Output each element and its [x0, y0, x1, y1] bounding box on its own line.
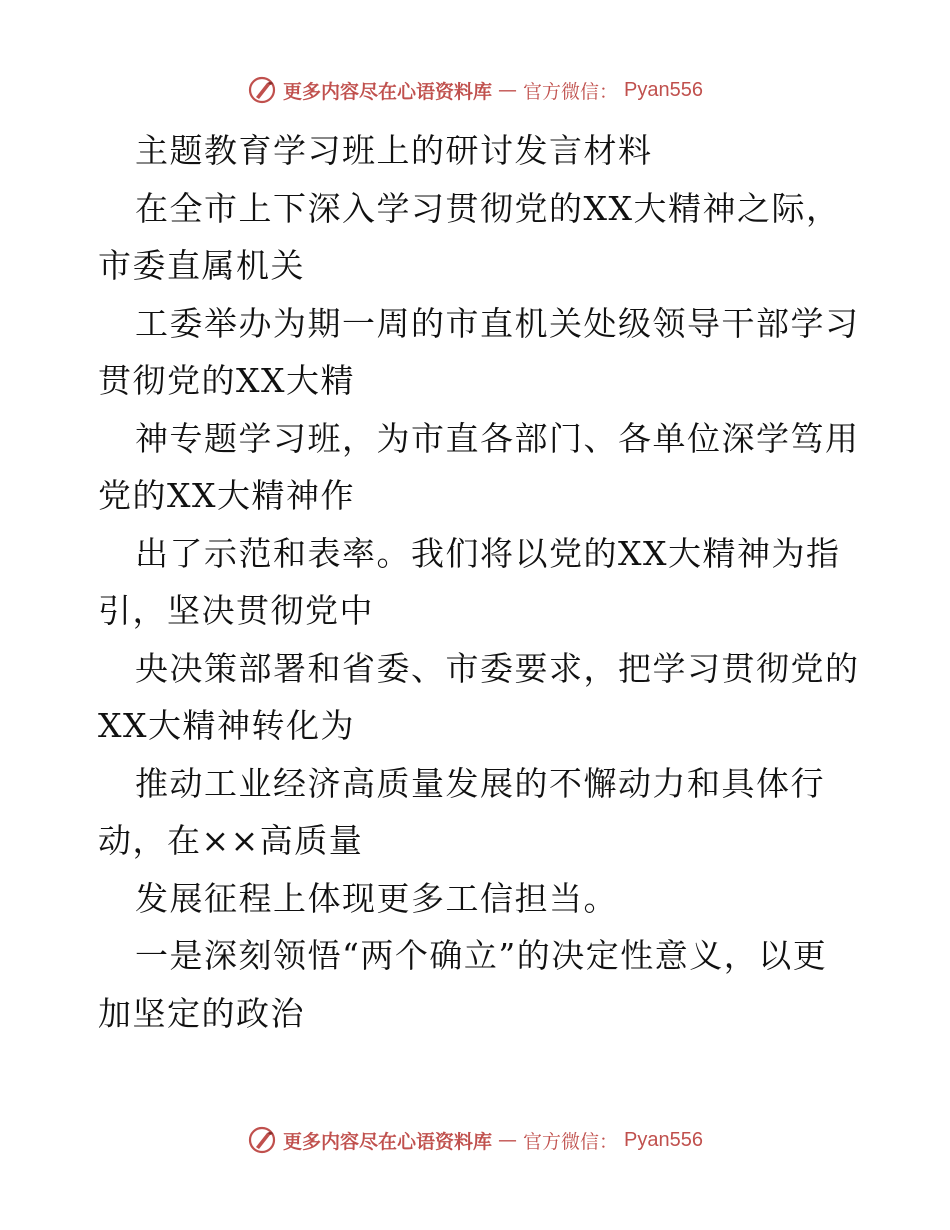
- watermark-wechat-id: Pyan556: [624, 78, 703, 101]
- document-line: 引，坚决贯彻党中: [98, 591, 374, 630]
- document-line: 一是深刻领悟“两个确立”的决定性意义，以更: [135, 936, 828, 975]
- document-line: 动，在××高质量: [98, 821, 364, 860]
- watermark-separator: —: [498, 79, 518, 101]
- document-line: XX大精神转化为: [98, 706, 355, 745]
- document-line: 神专题学习班，为市直各部门、各单位深学笃用: [135, 418, 860, 458]
- watermark-main-text: 更多内容尽在心语资料库: [283, 1130, 493, 1153]
- document-line: 推动工业经济高质量发展的不懈动力和具体行: [135, 763, 825, 803]
- document-body: [98, 122, 858, 1042]
- watermark-wechat-label: 官方微信：: [523, 1130, 619, 1153]
- document-line: 出了示范和表率。我们将以党的XX大精神为指: [135, 533, 841, 573]
- quill-logo-icon: [247, 75, 277, 105]
- document-line: 加坚定的政治: [98, 993, 305, 1033]
- document-line: 央决策部署和省委、市委要求，把学习贯彻党的: [135, 648, 860, 688]
- watermark-separator: —: [498, 1129, 518, 1151]
- watermark-wechat-id: Pyan556: [624, 1128, 703, 1151]
- document-line: 贯彻党的XX大精: [98, 361, 355, 400]
- document-line: 在全市上下深入学习贯彻党的XX大精神之际，: [135, 188, 841, 228]
- document-line: 工委举办为期一周的市直机关处级领导干部学习: [135, 303, 860, 343]
- watermark-wechat-label: 官方微信：: [523, 80, 619, 103]
- quill-logo-icon: [247, 1125, 277, 1155]
- watermark-main-text: 更多内容尽在心语资料库: [283, 80, 493, 103]
- document-line: 主题教育学习班上的研讨发言材料: [135, 131, 653, 170]
- document-line: 发展征程上体现更多工信担当。: [135, 878, 618, 918]
- header-watermark: [0, 70, 950, 110]
- document-line: 市委直属机关: [98, 246, 305, 285]
- document-line: 党的XX大精神作: [98, 476, 355, 515]
- footer-watermark: [0, 1120, 950, 1160]
